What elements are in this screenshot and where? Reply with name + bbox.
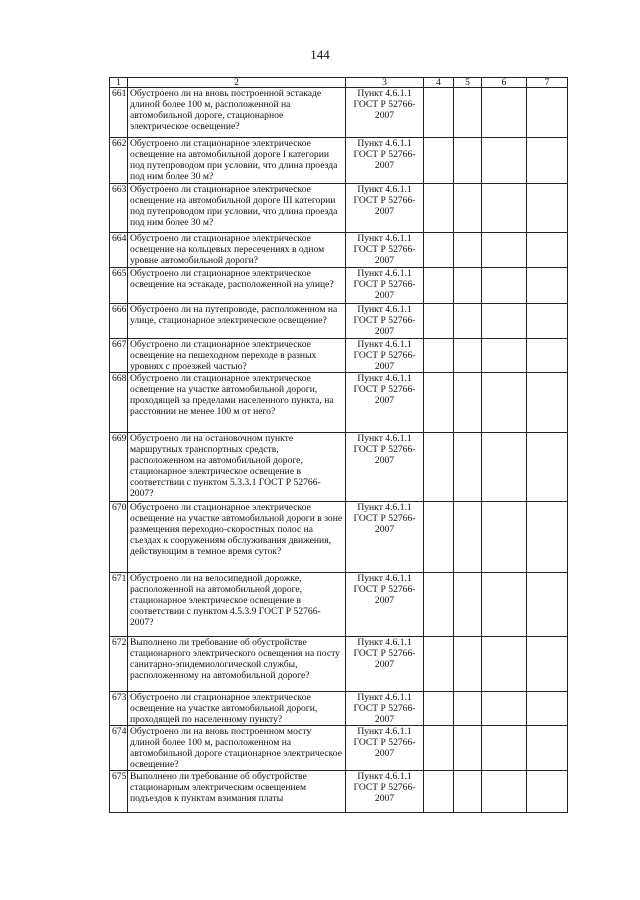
answer-cell-col-6 bbox=[482, 502, 527, 573]
reference-line: Пункт 4.6.1.1 bbox=[357, 373, 412, 384]
header-cell-4: 4 bbox=[424, 78, 454, 88]
answer-cell-col-4 bbox=[424, 138, 454, 184]
table-row bbox=[110, 184, 568, 233]
answer-cell-col-7 bbox=[527, 502, 568, 573]
reference-line: Пункт 4.6.1.1 bbox=[357, 304, 412, 315]
answer-cell-col-5 bbox=[454, 573, 482, 637]
reference-line: Пункт 4.6.1.1 bbox=[357, 233, 412, 244]
reference-line: ГОСТ Р 52766- bbox=[353, 195, 416, 206]
answer-cell-col-4 bbox=[424, 184, 454, 233]
answer-cell-col-6 bbox=[482, 692, 527, 726]
answer-cell-col-6 bbox=[482, 726, 527, 771]
reference-line: ГОСТ Р 52766- bbox=[353, 244, 416, 255]
answer-cell-col-6 bbox=[482, 771, 527, 813]
answer-cell-col-7 bbox=[527, 268, 568, 304]
answer-cell-col-5 bbox=[454, 268, 482, 304]
regulation-reference bbox=[346, 339, 424, 373]
reference-line: 2007 bbox=[374, 160, 395, 171]
header-cell-7: 7 bbox=[527, 78, 568, 88]
answer-cell-col-7 bbox=[527, 138, 568, 184]
table-row bbox=[110, 692, 568, 726]
table-row bbox=[110, 88, 568, 138]
answer-cell-col-5 bbox=[454, 692, 482, 726]
table-row bbox=[110, 433, 568, 502]
answer-cell-col-5 bbox=[454, 88, 482, 138]
row-number: 671 bbox=[110, 573, 128, 637]
row-number: 661 bbox=[110, 88, 128, 138]
reference-line: ГОСТ Р 52766- bbox=[353, 782, 416, 793]
answer-cell-col-5 bbox=[454, 304, 482, 339]
reference-line: 2007 bbox=[374, 793, 395, 804]
regulation-reference bbox=[346, 502, 424, 573]
answer-cell-col-4 bbox=[424, 573, 454, 637]
answer-cell-col-4 bbox=[424, 339, 454, 373]
row-number: 672 bbox=[110, 637, 128, 692]
answer-cell-col-6 bbox=[482, 184, 527, 233]
answer-cell-col-5 bbox=[454, 373, 482, 433]
reference-line: Пункт 4.6.1.1 bbox=[357, 692, 412, 703]
reference-line: Пункт 4.6.1.1 bbox=[357, 184, 412, 195]
answer-cell-col-5 bbox=[454, 637, 482, 692]
table-row bbox=[110, 573, 568, 637]
header-cell-6: 6 bbox=[482, 78, 527, 88]
table-row bbox=[110, 304, 568, 339]
answer-cell-col-4 bbox=[424, 88, 454, 138]
regulation-reference bbox=[346, 726, 424, 771]
reference-line: ГОСТ Р 52766- bbox=[353, 99, 416, 110]
regulation-reference bbox=[346, 268, 424, 304]
answer-cell-col-4 bbox=[424, 637, 454, 692]
answer-cell-col-6 bbox=[482, 268, 527, 304]
reference-line: ГОСТ Р 52766- bbox=[353, 384, 416, 395]
table-row bbox=[110, 726, 568, 771]
answer-cell-col-7 bbox=[527, 573, 568, 637]
answer-cell-col-6 bbox=[482, 88, 527, 138]
row-number: 665 bbox=[110, 268, 128, 304]
reference-line: 2007 bbox=[374, 455, 395, 466]
row-number: 675 bbox=[110, 771, 128, 813]
reference-line: 2007 bbox=[374, 255, 395, 266]
regulation-reference bbox=[346, 692, 424, 726]
reference-line: ГОСТ Р 52766- bbox=[353, 513, 416, 524]
answer-cell-col-7 bbox=[527, 304, 568, 339]
row-number: 664 bbox=[110, 233, 128, 268]
answer-cell-col-5 bbox=[454, 184, 482, 233]
reference-line: 2007 bbox=[374, 524, 395, 535]
requirement-question: Обустроено ли стационарное электрическое освещение на автомобильной дороге III категории под путепроводом при условии, что длина проезда под ним более 30 м? bbox=[128, 184, 346, 233]
answer-cell-col-5 bbox=[454, 433, 482, 502]
reference-line: ГОСТ Р 52766- bbox=[353, 584, 416, 595]
table-row bbox=[110, 138, 568, 184]
answer-cell-col-6 bbox=[482, 637, 527, 692]
table-row bbox=[110, 502, 568, 573]
requirement-question: Обустроено ли на велосипедной дорожке, расположенной на автомобильной дороге, стационарное электрическое освещение в соответствии с пунктом 4.5.3.9 ГОСТ Р 52766-2007? bbox=[128, 573, 346, 637]
requirement-question: Обустроено ли стационарное электрическое освещение на участке автомобильной дороги в зоне размещения переходно-скоростных полос на съездах к сооружениям обслуживания движения, действующим в темное время суток? bbox=[128, 502, 346, 573]
row-number: 670 bbox=[110, 502, 128, 573]
answer-cell-col-5 bbox=[454, 233, 482, 268]
row-number: 668 bbox=[110, 373, 128, 433]
reference-line: ГОСТ Р 52766- bbox=[353, 737, 416, 748]
reference-line: ГОСТ Р 52766- bbox=[353, 315, 416, 326]
answer-cell-col-5 bbox=[454, 502, 482, 573]
regulation-reference bbox=[346, 184, 424, 233]
regulation-reference bbox=[346, 637, 424, 692]
answer-cell-col-7 bbox=[527, 433, 568, 502]
row-number: 667 bbox=[110, 339, 128, 373]
reference-line: 2007 bbox=[374, 206, 395, 217]
answer-cell-col-4 bbox=[424, 268, 454, 304]
header-cell-3: 3 bbox=[346, 78, 424, 88]
reference-line: ГОСТ Р 52766- bbox=[353, 279, 416, 290]
requirement-question: Выполнено ли требование об обустройстве стационарным электрическим освещением подъездов к пунктам взимания платы bbox=[128, 771, 346, 813]
row-number: 674 bbox=[110, 726, 128, 771]
requirement-question: Обустроено ли стационарное электрическое освещение на участке автомобильной дороги, проходящей за пределами населенного пункта, на расстоянии не менее 100 м от него? bbox=[128, 373, 346, 433]
table-row bbox=[110, 233, 568, 268]
header-cell-1: 1 bbox=[110, 78, 128, 88]
answer-cell-col-7 bbox=[527, 726, 568, 771]
row-number: 666 bbox=[110, 304, 128, 339]
row-number: 663 bbox=[110, 184, 128, 233]
requirement-question: Обустроено ли стационарное электрическое освещение на кольцевых пересечениях в одном уровне автомобильной дороги? bbox=[128, 233, 346, 268]
answer-cell-col-7 bbox=[527, 184, 568, 233]
answer-cell-col-4 bbox=[424, 726, 454, 771]
answer-cell-col-6 bbox=[482, 373, 527, 433]
regulation-reference bbox=[346, 771, 424, 813]
reference-line: ГОСТ Р 52766- bbox=[353, 149, 416, 160]
regulation-reference bbox=[346, 233, 424, 268]
reference-line: Пункт 4.6.1.1 bbox=[357, 268, 412, 279]
answer-cell-col-6 bbox=[482, 339, 527, 373]
answer-cell-col-4 bbox=[424, 502, 454, 573]
answer-cell-col-4 bbox=[424, 433, 454, 502]
reference-line: ГОСТ Р 52766- bbox=[353, 444, 416, 455]
answer-cell-col-5 bbox=[454, 771, 482, 813]
reference-line: ГОСТ Р 52766- bbox=[353, 350, 416, 361]
table-row bbox=[110, 373, 568, 433]
reference-line: Пункт 4.6.1.1 bbox=[357, 502, 412, 513]
answer-cell-col-6 bbox=[482, 433, 527, 502]
requirement-question: Обустроено ли стационарное электрическое освещение на эстакаде, расположенной на улице? bbox=[128, 268, 346, 304]
reference-line: Пункт 4.6.1.1 bbox=[357, 726, 412, 737]
requirement-question: Выполнено ли требование об обустройстве стационарного электрического освещения на посту санитарно-эпидемиологической службы, расположенному на автомобильной дороге? bbox=[128, 637, 346, 692]
row-number: 673 bbox=[110, 692, 128, 726]
reference-line: 2007 bbox=[374, 326, 395, 337]
table-row bbox=[110, 771, 568, 813]
requirement-question: Обустроено ли стационарное электрическое освещение на пешеходном переходе в разных уровнях с проезжей частью? bbox=[128, 339, 346, 373]
requirement-question: Обустроено ли на вновь построенном мосту длиной более 100 м, расположенном на автомобильной дороге стационарное электрическое освещение? bbox=[128, 726, 346, 771]
regulation-reference bbox=[346, 304, 424, 339]
header-cell-5: 5 bbox=[454, 78, 482, 88]
answer-cell-col-7 bbox=[527, 692, 568, 726]
reference-line: Пункт 4.6.1.1 bbox=[357, 433, 412, 444]
reference-line: 2007 bbox=[374, 110, 395, 121]
answer-cell-col-7 bbox=[527, 373, 568, 433]
answer-cell-col-4 bbox=[424, 233, 454, 268]
regulation-reference bbox=[346, 138, 424, 184]
reference-line: 2007 bbox=[374, 748, 395, 759]
requirement-question: Обустроено ли на вновь построенной эстакаде длиной более 100 м, расположенной на автомобильной дороге, стационарное электрическое освещение? bbox=[128, 88, 346, 138]
answer-cell-col-7 bbox=[527, 88, 568, 138]
reference-line: Пункт 4.6.1.1 bbox=[357, 771, 412, 782]
reference-line: Пункт 4.6.1.1 bbox=[357, 573, 412, 584]
answer-cell-col-4 bbox=[424, 304, 454, 339]
regulation-reference bbox=[346, 373, 424, 433]
answer-cell-col-4 bbox=[424, 771, 454, 813]
reference-line: ГОСТ Р 52766- bbox=[353, 648, 416, 659]
row-number: 669 bbox=[110, 433, 128, 502]
reference-line: 2007 bbox=[374, 361, 395, 372]
answer-cell-col-6 bbox=[482, 233, 527, 268]
answer-cell-col-7 bbox=[527, 339, 568, 373]
requirement-question: Обустроено ли на остановочном пункте маршрутных транспортных средств, расположенном на автомобильной дороге, стационарное электрическое освещение в соответствии с пунктом 5.3.3.1 ГОСТ Р 52766-2007? bbox=[128, 433, 346, 502]
answer-cell-col-4 bbox=[424, 373, 454, 433]
answer-cell-col-7 bbox=[527, 637, 568, 692]
answer-cell-col-4 bbox=[424, 692, 454, 726]
requirement-question: Обустроено ли на путепроводе, расположенном на улице, стационарное электрическое освещение? bbox=[128, 304, 346, 339]
reference-line: 2007 bbox=[374, 714, 395, 725]
answer-cell-col-7 bbox=[527, 233, 568, 268]
answer-cell-col-7 bbox=[527, 771, 568, 813]
reference-line: 2007 bbox=[374, 659, 395, 670]
answer-cell-col-6 bbox=[482, 573, 527, 637]
page-number: 144 bbox=[310, 47, 330, 62]
answer-cell-col-5 bbox=[454, 726, 482, 771]
regulation-reference bbox=[346, 88, 424, 138]
header-cell-2: 2 bbox=[128, 78, 346, 88]
table-body bbox=[110, 88, 568, 813]
reference-line: Пункт 4.6.1.1 bbox=[357, 339, 412, 350]
reference-line: Пункт 4.6.1.1 bbox=[357, 138, 412, 149]
reference-line: 2007 bbox=[374, 595, 395, 606]
reference-line: Пункт 4.6.1.1 bbox=[357, 88, 412, 99]
reference-line: ГОСТ Р 52766- bbox=[353, 703, 416, 714]
reference-line: 2007 bbox=[374, 395, 395, 406]
reference-line: 2007 bbox=[374, 290, 395, 301]
row-number: 662 bbox=[110, 138, 128, 184]
answer-cell-col-5 bbox=[454, 138, 482, 184]
answer-cell-col-6 bbox=[482, 138, 527, 184]
requirement-question: Обустроено ли стационарное электрическое освещение на автомобильной дороге I категории под путепроводом при условии, что длина проезда под ним более 30 м? bbox=[128, 138, 346, 184]
regulation-reference bbox=[346, 573, 424, 637]
header-row bbox=[110, 78, 568, 88]
checklist-table bbox=[109, 77, 568, 813]
table-row bbox=[110, 339, 568, 373]
reference-line: Пункт 4.6.1.1 bbox=[357, 637, 412, 648]
answer-cell-col-5 bbox=[454, 339, 482, 373]
table-row bbox=[110, 268, 568, 304]
regulation-reference bbox=[346, 433, 424, 502]
requirement-question: Обустроено ли стационарное электрическое освещение на участке автомобильной дороги, проходящей по населенному пункту? bbox=[128, 692, 346, 726]
table-row bbox=[110, 637, 568, 692]
answer-cell-col-6 bbox=[482, 304, 527, 339]
